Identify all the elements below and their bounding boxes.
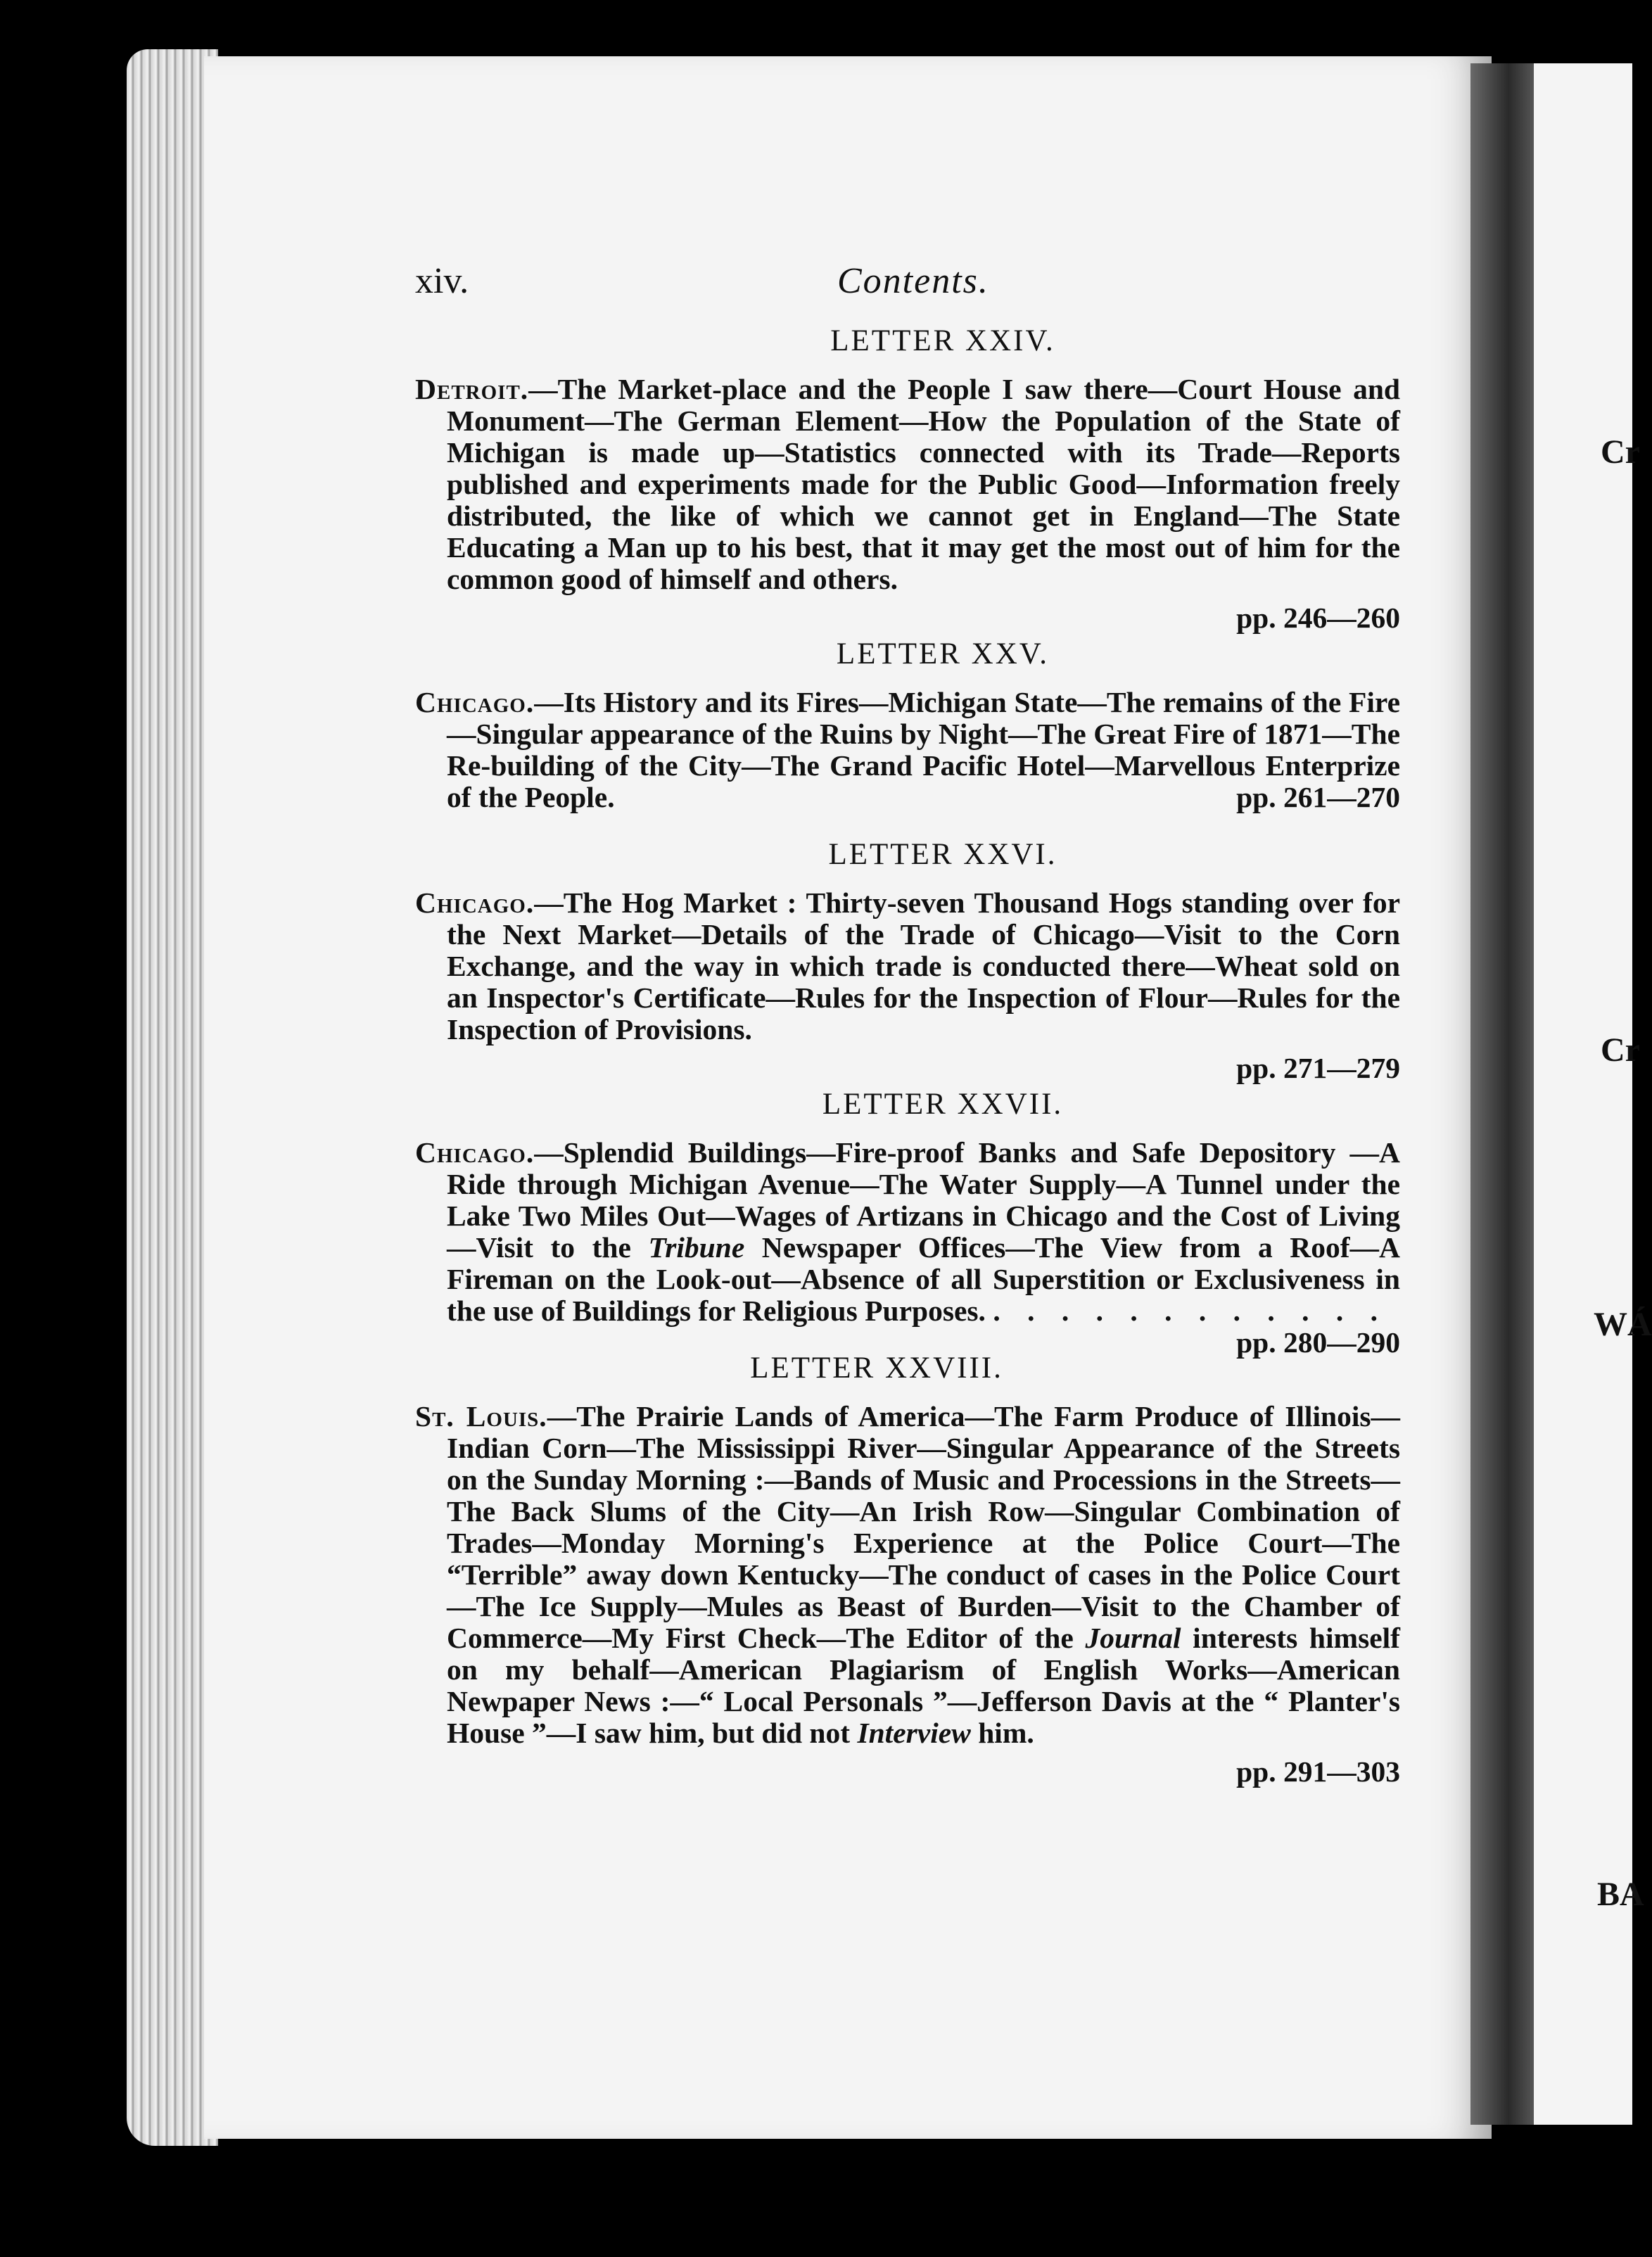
newspaper-title: Tribune bbox=[648, 1231, 745, 1264]
page-range: pp. 271—279 bbox=[1236, 1052, 1400, 1084]
letter-summary bbox=[415, 1401, 1400, 1749]
letter-summary bbox=[415, 887, 1400, 1045]
running-head bbox=[415, 260, 1400, 324]
letter-summary bbox=[415, 1136, 1400, 1359]
facing-page-fragment: Cr bbox=[1601, 433, 1640, 471]
italic-word: Interview bbox=[857, 1717, 971, 1749]
letter-heading: LETTER XXVI. bbox=[828, 838, 1057, 871]
place-name: Detroit. bbox=[415, 373, 529, 405]
letter-summary bbox=[415, 374, 1400, 595]
letter-heading: LETTER XXIV. bbox=[830, 324, 1055, 357]
summary-text: —Splendid Buildings—Fire-proof Banks and Safe Depository —A Ride through Michigan Avenue—The Water Supply—A Tunnel under the Lake Two Miles Out—Wages of Artizans in Chicago and the Cost of Living—Visit to the bbox=[447, 1136, 1400, 1264]
book-gutter bbox=[1470, 63, 1534, 2125]
facing-page-fragment: WÁ bbox=[1594, 1306, 1652, 1343]
running-title: Contents. bbox=[837, 261, 989, 301]
letter-heading: LETTER XXV. bbox=[836, 637, 1050, 670]
page-range: pp. 261—270 bbox=[1236, 781, 1400, 813]
summary-text: —The Market-place and the People I saw there—Court House and Monument—The German Element—How the Population of the State of Michigan is made up—Statistics connected with its Trade—Reports published and experiments made for the Public Good—Information freely distributed, the like of which we cannot get in England—The State Educating a Man up to his best, that it may get the most out of him for the common good of himself and others. bbox=[447, 373, 1400, 595]
facing-page-fragment: Cr bbox=[1601, 1031, 1640, 1069]
summary-text: —The Prairie Lands of America—The Farm Produce of Illinois—Indian Corn—The Mississippi River—Singular Appearance of the Streets on the Sunday Morning :—Bands of Music and Processions in the Streets—The Back Slums of the City—An Irish Row—Singular Combination of Trades—Monday Morning's Experience at the Police Court—The “Terrible” away down Kentucky—The conduct of cases in the Police Court—The Ice Supply—Mules as Beast of Burden—Visit to the Chamber of Commerce—My First Check—The Editor of the bbox=[447, 1400, 1400, 1654]
leader-dots: . . . . . . . . . . . . bbox=[993, 1295, 1387, 1327]
contents-page bbox=[415, 260, 1400, 1788]
page-number: xiv. bbox=[415, 261, 469, 301]
facing-page-fragment: BA bbox=[1597, 1876, 1644, 1913]
summary-text: Newspaper Offices—The View from a Roof—A Fireman on the Look-out—Absence of all Superstition or Exclusiveness in the use of Buildings for Religious Purposes. bbox=[447, 1231, 1400, 1327]
letter-heading: LETTER XXVII. bbox=[822, 1088, 1064, 1121]
place-name: Chicago. bbox=[415, 686, 535, 718]
page-range: pp. 280—290 bbox=[1236, 1326, 1400, 1359]
letter-heading: LETTER XXVIII. bbox=[750, 1352, 1003, 1385]
facing-page-edge bbox=[1534, 63, 1652, 2125]
place-name: Chicago. bbox=[415, 886, 535, 919]
place-name: Chicago. bbox=[415, 1136, 535, 1169]
summary-text: —The Hog Market : Thirty-seven Thousand Hogs standing over for the Next Market—Details of the Trade of Chicago—Visit to the Corn Exchange, and the way in which trade is conducted there—Wheat sold on an Inspector's Certificate—Rules for the Inspection of Flour—Rules for the Inspection of Provisions. bbox=[447, 886, 1400, 1045]
summary-text: —Its History and its Fires—Michigan State—The remains of the Fire—Singular appearance of the Ruins by Night—The Great Fire of 1871—The Re-building of the City—The Grand Pacific Hotel—Marvellous Enterprize of the People. bbox=[447, 686, 1400, 813]
summary-text: him. bbox=[970, 1717, 1034, 1749]
newspaper-title: Journal bbox=[1085, 1622, 1181, 1654]
page-range: pp. 246—260 bbox=[1236, 602, 1400, 634]
summary-text: interests himself on my behalf—American Plagiarism of English Works—American Newpaper News :—“ Local Personals ”—Jefferson Davis at the “ Planter's House ”—I saw him, but did not bbox=[447, 1622, 1400, 1749]
letter-summary bbox=[415, 687, 1400, 813]
place-name: St. Louis. bbox=[415, 1400, 547, 1432]
page-range: pp. 291—303 bbox=[1236, 1755, 1400, 1788]
